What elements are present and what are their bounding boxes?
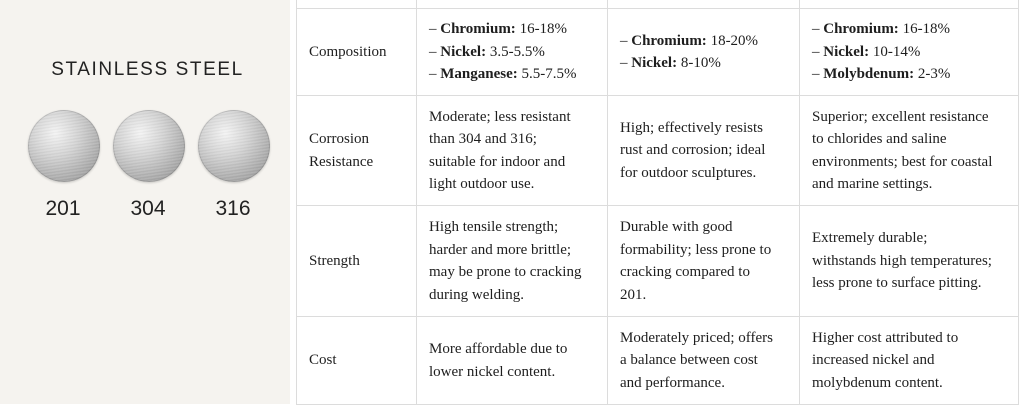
composition-item: – Manganese: 5.5-7.5% bbox=[429, 66, 577, 83]
grade-label-304: 304 bbox=[130, 197, 166, 220]
steel-disc-304 bbox=[113, 110, 185, 182]
composition-item: – Nickel: 8-10% bbox=[620, 55, 721, 71]
composition-item: – Nickel: 10-14% bbox=[812, 43, 921, 60]
grade-label-316: 316 bbox=[215, 197, 251, 220]
corrosion-201-cell: Moderate; less resistant than 304 and 316; suitable for indoor and light outdoor use. bbox=[417, 96, 608, 206]
row-label-strength: Strength bbox=[297, 206, 417, 317]
strength-304-cell: Durable with good formability; less prone to cracking compared to 201. bbox=[608, 206, 800, 317]
corrosion-304-cell: High; effectively resists rust and corrosion; ideal for outdoor sculptures. bbox=[608, 96, 800, 206]
panel-title: STAINLESS STEEL bbox=[51, 59, 244, 80]
composition-item: – Molybdenum: 2-3% bbox=[812, 66, 951, 83]
table-row-composition bbox=[297, 9, 1019, 96]
table-row-corrosion-resistance bbox=[297, 96, 1019, 206]
table-row-cost bbox=[297, 317, 1019, 405]
composition-201-cell bbox=[417, 9, 608, 96]
cost-304-cell: Moderately priced; offers a balance between cost and performance. bbox=[608, 317, 800, 405]
composition-item: – Chromium: 16-18% bbox=[812, 21, 951, 38]
cost-316-cell: Higher cost attributed to increased nickel and molybdenum content. bbox=[800, 317, 1019, 405]
cost-201-cell: More affordable due to lower nickel content. bbox=[417, 317, 608, 405]
grade-label-201: 201 bbox=[45, 197, 81, 220]
steel-disc-316 bbox=[198, 110, 270, 182]
table-header-row-partial bbox=[297, 0, 1019, 9]
row-label-cost: Cost bbox=[297, 317, 417, 405]
steel-disc-201 bbox=[28, 110, 100, 182]
composition-item: – Nickel: 3.5-5.5% bbox=[429, 43, 545, 60]
composition-316-cell bbox=[800, 9, 1019, 96]
row-label-composition: Composition bbox=[297, 9, 417, 96]
strength-316-cell: Extremely durable; withstands high temperatures; less prone to surface pitting. bbox=[800, 206, 1019, 317]
stainless-steel-panel bbox=[0, 0, 290, 404]
table-row-strength bbox=[297, 206, 1019, 317]
comparison-table bbox=[296, 0, 1019, 405]
corrosion-316-cell: Superior; excellent resistance to chlorides and saline environments; best for coastal and marine settings. bbox=[800, 96, 1019, 206]
composition-item: – Chromium: 16-18% bbox=[429, 21, 568, 38]
row-label-corrosion-resistance: Corrosion Resistance bbox=[297, 96, 417, 206]
strength-201-cell: High tensile strength; harder and more brittle; may be prone to cracking during welding. bbox=[417, 206, 608, 317]
composition-304-cell bbox=[608, 9, 800, 96]
composition-item: – Chromium: 18-20% bbox=[620, 32, 759, 49]
